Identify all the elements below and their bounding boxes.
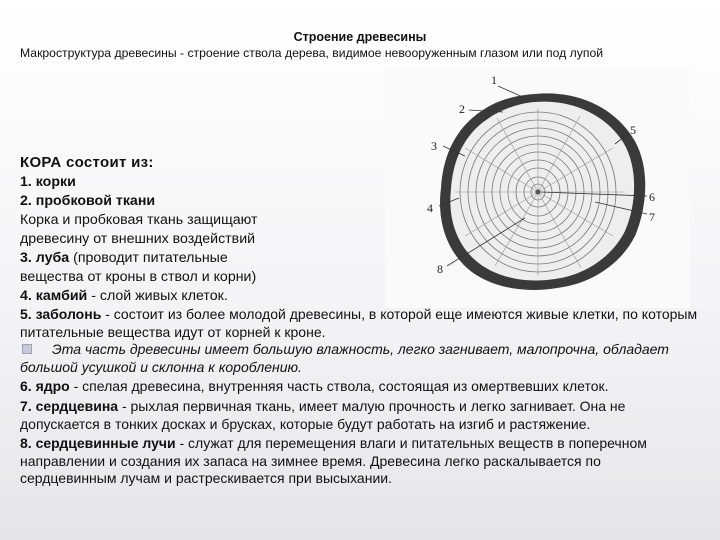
bark-list xyxy=(20,173,400,306)
bark-note-line-1: Корка и пробковая ткань защищают xyxy=(20,212,258,228)
slide-title: Строение древесины xyxy=(293,30,427,44)
label-4: 4 xyxy=(427,201,433,215)
label-6: 6 xyxy=(649,190,655,204)
bark-note-line-2: древесину от внешних воздействий xyxy=(20,231,256,247)
bark-heading: КОРА состоит из: xyxy=(20,154,154,171)
label-8: 8 xyxy=(437,262,443,276)
list-item-cambium: 4. камбий - слой живых клеток. xyxy=(20,288,228,304)
list-item-bast-line-2: вещества от кроны в ствол и корни) xyxy=(20,269,257,285)
wood-cross-section-drawing xyxy=(385,68,690,308)
wood-cross-section-figure xyxy=(385,68,690,308)
list-item-bark-crust: 1. корки xyxy=(20,174,76,190)
list-item-sapwood: 5. заболонь - состоит из более молодой древесины, в которой еще имеются живые клетки, по которым питательные вещества идут от корней к кроне. xyxy=(20,306,698,340)
list-item-medullary-rays: 8. сердцевинные лучи - служат для перемещения влаги и питательных веществ в поперечном направлении и создания их запаса на зимнее время. Древесина легко раскалывается по сердцевинным лучам и растрескивается при высыхании. xyxy=(20,435,647,487)
wood-parts-list xyxy=(20,306,700,488)
sapwood-note: Эта часть древесины имеет большую влажность, легко загнивает, малопрочна, обладает большой усушкой и склонна к короблению. xyxy=(20,341,669,375)
label-5: 5 xyxy=(630,123,636,137)
list-item-bast: 3. луба (проводит питательные xyxy=(20,250,228,266)
label-2: 2 xyxy=(459,102,465,116)
list-item-heartwood: 6. ядро - спелая древесина, внутренняя часть ствола, состоящая из омертвевших клеток. xyxy=(20,378,609,395)
slide-subtitle: Макроструктура древесины - строение ствола дерева, видимое невооруженным глазом или под лупой xyxy=(20,46,604,60)
label-7: 7 xyxy=(649,210,655,224)
bullet-icon xyxy=(22,344,32,354)
label-1: 1 xyxy=(491,73,497,87)
list-item-cork: 2. пробковой ткани xyxy=(20,193,156,209)
label-3: 3 xyxy=(431,139,437,153)
list-item-pith: 7. сердцевина - рыхлая первичная ткань, имеет малую прочность и легко загнивает. Она не допускается в тонких досках и брусках, которые будут работать на изгиб и растяжение. xyxy=(20,397,626,432)
